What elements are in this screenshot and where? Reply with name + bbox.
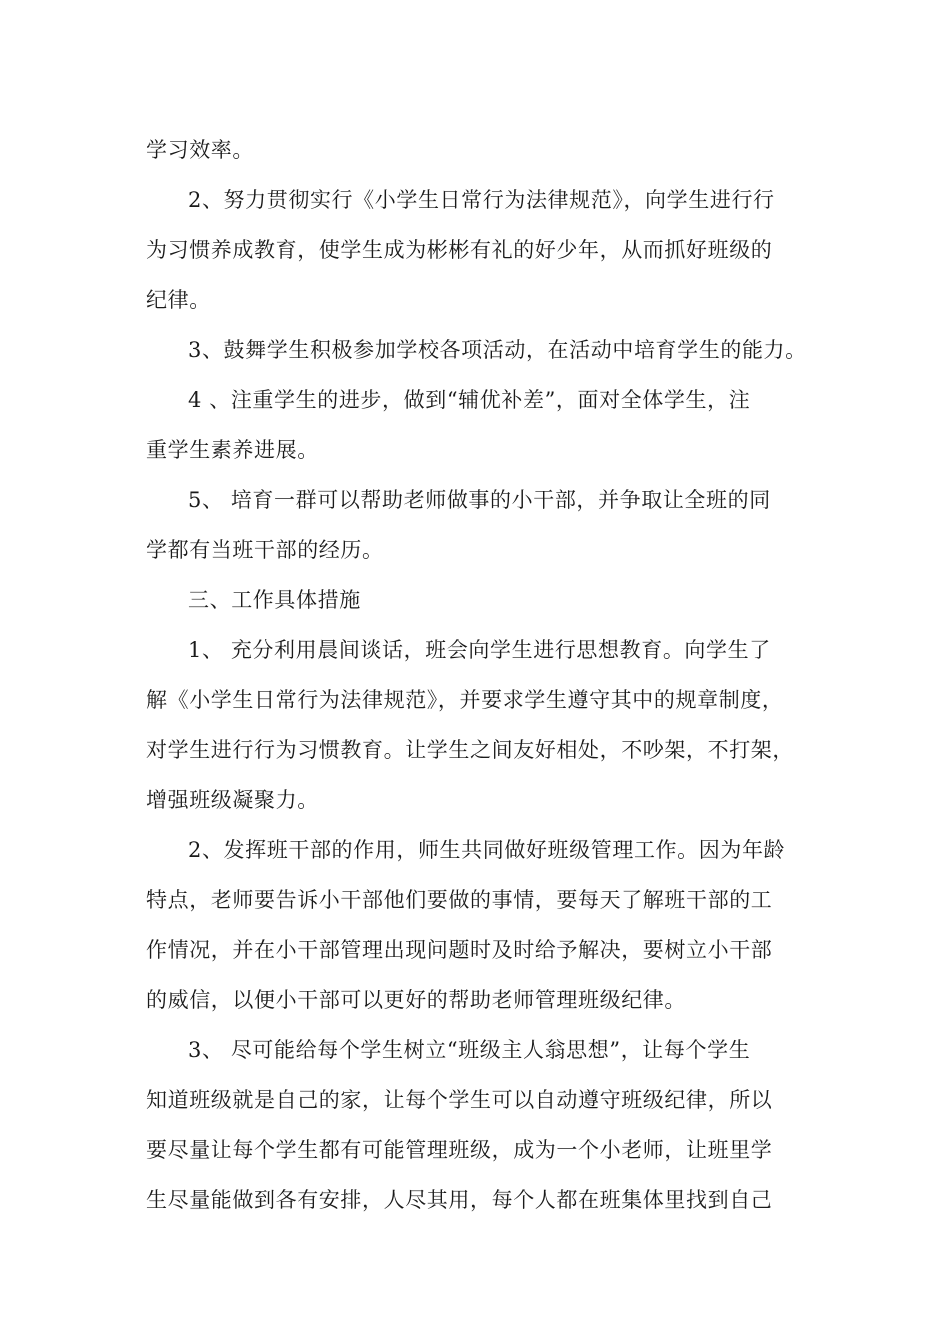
text-line: 的威信，以便小干部可以更好的帮助老师管理班级纪律。 [146,988,686,1012]
text-line: 解《小学生日常行为法律规范》，并要求学生遵守其中的规章制度， [146,688,784,712]
text-line: 要尽量让每个学生都有可能管理班级，成为一个小老师，让班里学 [146,1138,773,1162]
text-line: 生尽量能做到各有安排，人尽其用，每个人都在班集体里找到自己 [146,1188,773,1212]
text-line: 对学生进行行为习惯教育。让学生之间友好相处，不吵架，不打架， [146,738,794,762]
text-line: 3、 尽可能给每个学生树立“班级主人翁思想”，让每个学生 [188,1038,751,1062]
text-line: 3、鼓舞学生积极参加学校各项活动，在活动中培育学生的能力。 [188,338,807,362]
text-line: 2、努力贯彻实行《小学生日常行为法律规范》，向学生进行行 [188,188,775,212]
section-heading: 三、工作具体措施 [188,588,361,612]
text-line: 增强班级凝聚力。 [146,788,319,812]
text-line: 为习惯养成教育，使学生成为彬彬有礼的好少年，从而抓好班级的 [146,238,773,262]
text-line: 作情况，并在小干部管理出现问题时及时给予解决，要树立小干部 [146,938,773,962]
text-line: 4 、注重学生的进步，做到“辅优补差”，面对全体学生，注 [188,388,751,412]
text-line: 1、 充分利用晨间谈话，班会向学生进行思想教育。向学生了 [188,638,771,662]
text-line: 2、发挥班干部的作用，师生共同做好班级管理工作。因为年龄 [188,838,786,862]
text-line: 重学生素养进展。 [146,438,319,462]
text-line: 学都有当班干部的经历。 [146,538,384,562]
text-line: 知道班级就是自己的家，让每个学生可以自动遵守班级纪律，所以 [146,1088,773,1112]
text-line: 5、 培育一群可以帮助老师做事的小干部，并争取让全班的同 [188,488,771,512]
text-line: 学习效率。 [146,138,254,162]
text-line: 特点，老师要告诉小干部他们要做的事情，要每天了解班干部的工 [146,888,773,912]
text-line: 纪律。 [146,288,211,312]
